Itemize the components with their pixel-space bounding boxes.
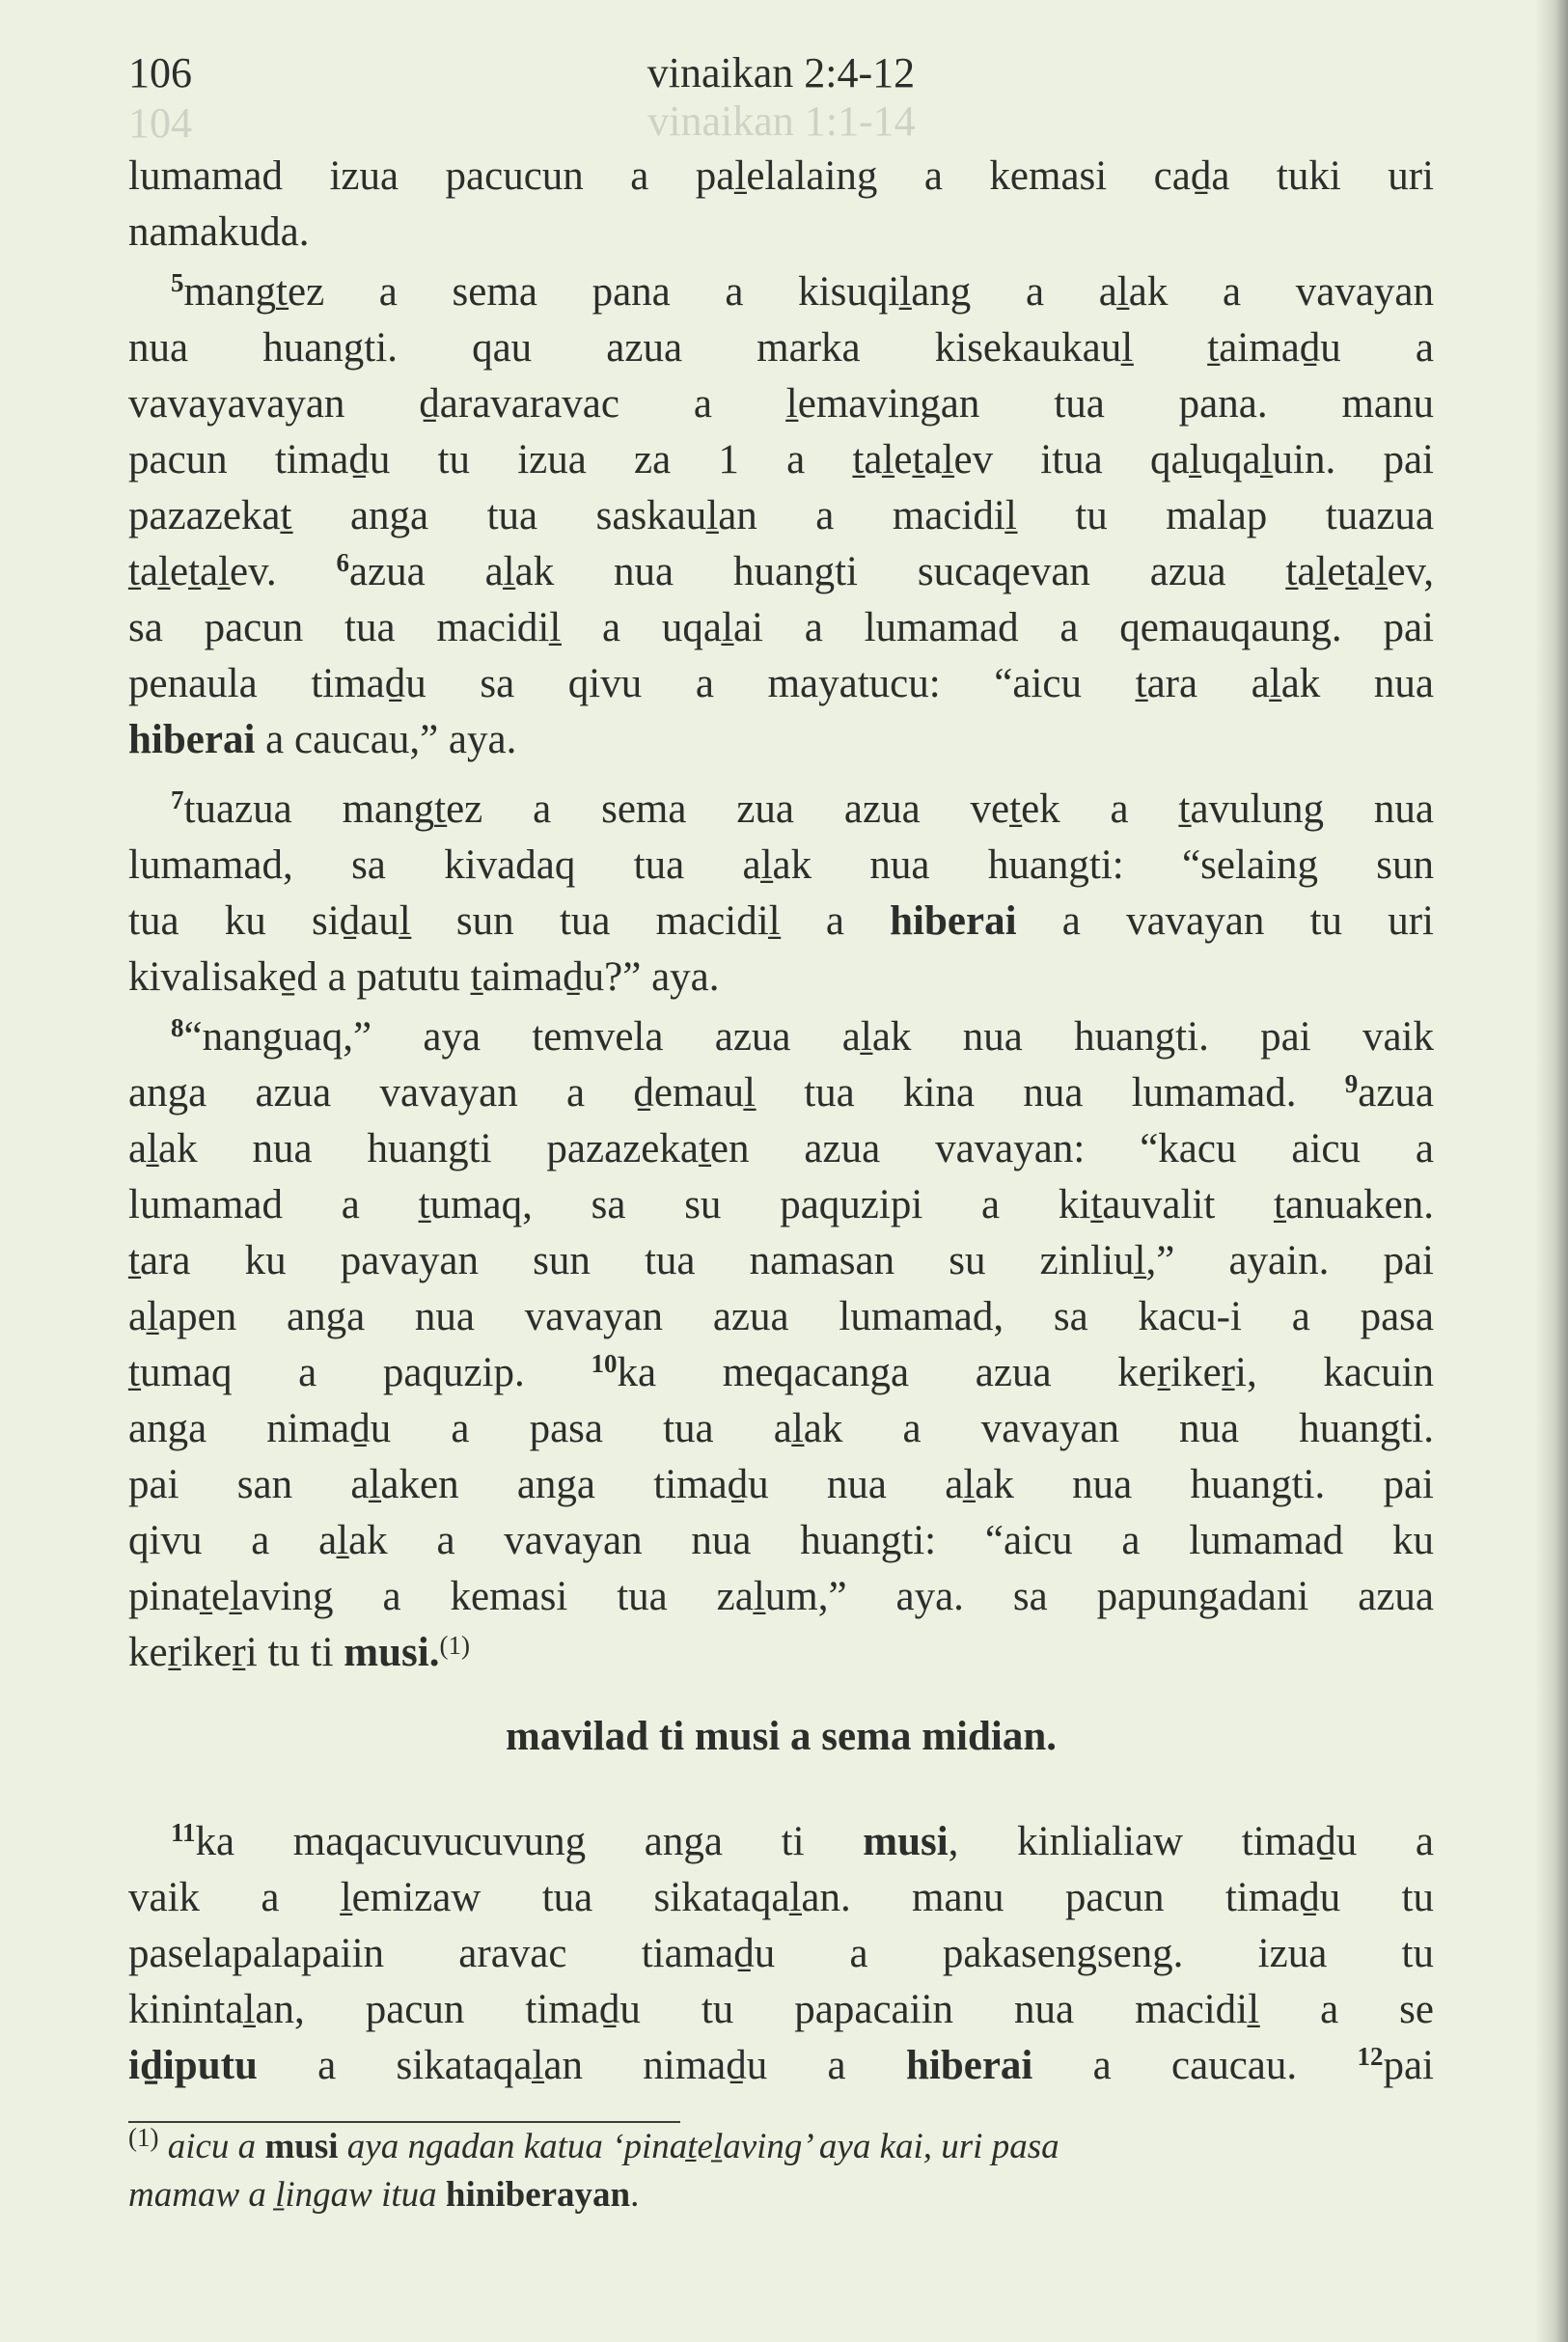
paragraph <box>128 782 1434 1006</box>
text-segment: sa pacun tua macidiḻ a uqaḻai a lumamad a qemauqaung. pai <box>128 605 1434 650</box>
text-segment: hiberai <box>890 898 1017 944</box>
text-line <box>128 488 1434 544</box>
page-edge-shadow <box>1535 0 1568 2342</box>
text-line <box>128 1177 1434 1233</box>
text-segment: musi. <box>344 1630 440 1675</box>
page-number: 106 <box>128 49 192 96</box>
text-segment: musi <box>264 2127 339 2166</box>
text-segment: lumamad izua pacucun a paḻelalaing a kemasi caḏa tuki uri <box>128 153 1434 199</box>
verse-number: 10 <box>591 1349 618 1378</box>
text-line <box>128 1457 1434 1513</box>
text-line <box>128 2123 1434 2171</box>
text-segment: namakuda. <box>128 209 310 255</box>
text-segment: penaula timaḏu sa qivu a mayatucu: “aicu ṯara aḻak nua <box>128 661 1434 706</box>
text-segment: pinaṯeḻaving a kemasi tua zaḻum,” aya. sa papungadani azua <box>128 1574 1434 1619</box>
text-segment: tuazua mangṯez a sema zua azua veṯek a ṯavulung nua <box>183 786 1434 832</box>
text-line <box>128 432 1434 488</box>
text-line <box>128 1513 1434 1569</box>
verse-number: 7 <box>171 785 184 814</box>
text-line <box>128 1065 1434 1121</box>
text-segment: aya ngadan katua ‘pinaṯeḻaving’ aya kai, uri pasa <box>338 2127 1059 2166</box>
text-segment: a vavayan tu uri <box>1016 898 1434 944</box>
text-line <box>128 544 1434 600</box>
text-segment: mangṯez a sema pana a kisuqiḻang a aḻak a vavayan <box>183 269 1434 315</box>
text-segment: aḻak nua huangti pazazekaṯen azua vavayan: “kacu aicu a <box>128 1126 1434 1171</box>
text-line <box>128 2171 1434 2219</box>
text-segment: hiberai <box>128 717 256 762</box>
text-segment: aḻapen anga nua vavayan azua lumamad, sa kacu-i a pasa <box>128 1294 1434 1339</box>
text-line <box>128 838 1434 894</box>
paragraph <box>128 1009 1434 1681</box>
text-segment: aicu a <box>158 2127 265 2166</box>
text-line <box>128 1009 1434 1065</box>
text-line <box>128 1625 1434 1681</box>
text-segment: pazazekaṯ anga tua saskauḻan a macidiḻ tu malap tuazua <box>128 493 1434 538</box>
text-segment: anga nimaḏu a pasa tua aḻak a vavayan nua huangti. <box>128 1406 1434 1451</box>
text-line <box>128 1345 1434 1401</box>
text-line <box>128 1814 1434 1870</box>
text-line <box>128 320 1434 376</box>
paragraph <box>128 1814 1434 2094</box>
verse-number: 6 <box>336 548 349 577</box>
text-segment: mamaw a ḻingaw itua <box>128 2175 446 2215</box>
text-segment: vaik a ḻemizaw tua sikataqaḻan. manu pacun timaḏu tu <box>128 1875 1434 1920</box>
verse-number: 8 <box>171 1013 184 1042</box>
text-segment: kivalisake̱d a patutu ṯaimaḏu?” aya. <box>128 954 720 1000</box>
text-line <box>128 1982 1434 2038</box>
text-line <box>128 782 1434 838</box>
text-segment: azua <box>1358 1070 1434 1116</box>
text-segment: ṯumaq a paquzip. <box>128 1350 591 1395</box>
text-line <box>128 1926 1434 1982</box>
text-segment: hiberai <box>905 2043 1033 2088</box>
text-segment: lumamad a ṯumaq, sa su paquzipi a kiṯauvalit ṯanuaken. <box>128 1182 1434 1227</box>
text-line <box>128 1289 1434 1345</box>
text-segment: pacun timaḏu tu izua za 1 a ṯaḻeṯaḻev itua qaḻuqaḻuin. pai <box>128 437 1434 482</box>
text-segment: qivu a aḻak a vavayan nua huangti: “aicu a lumamad ku <box>128 1518 1434 1563</box>
paragraph <box>128 149 1434 261</box>
text-segment: vavayavayan ḏaravaravac a ḻemavingan tua pana. manu <box>128 381 1434 427</box>
text-segment: keṟikeṟi tu ti <box>128 1630 344 1675</box>
verse-number: 11 <box>171 1818 196 1847</box>
text-segment: azua aḻak nua huangti sucaqevan azua ṯaḻeṯaḻev, <box>348 549 1434 594</box>
text-line <box>128 1401 1434 1457</box>
page-header <box>128 48 1434 102</box>
text-segment: pai <box>1383 2043 1434 2088</box>
show-through-running-head: vinaikan 1:1-14 <box>647 97 916 145</box>
text-line <box>128 1233 1434 1289</box>
text-segment: iḏiputu <box>128 2043 258 2088</box>
text-segment: ṯaḻeṯaḻev. <box>128 549 337 594</box>
text-segment: lumamad, sa kivadaq tua aḻak nua huangti: “selaing sun <box>128 842 1434 888</box>
text-segment: hiniberayan <box>445 2175 631 2215</box>
text-segment: a caucau,” aya. <box>255 717 517 762</box>
text-segment: musi <box>863 1819 949 1864</box>
text-segment: tua ku siḏauḻ sun tua macidiḻ a <box>128 898 891 944</box>
text-segment: a sikataqaḻan nimaḏu a <box>257 2043 906 2088</box>
text-segment: nua huangti. qau azua marka kisekaukauḻ ṯaimaḏu a <box>128 325 1434 371</box>
text-segment: “nanguaq,” aya temvela azua aḻak nua huangti. pai vaik <box>183 1014 1434 1060</box>
text-segment: anga azua vavayan a ḏemauḻ tua kina nua lumamad. <box>128 1070 1345 1116</box>
text-line <box>128 2038 1434 2094</box>
text-line <box>128 894 1434 950</box>
verse-number: 5 <box>171 268 184 297</box>
text-segment: a caucau. <box>1032 2043 1358 2088</box>
show-through-page-number: 104 <box>128 99 192 147</box>
text-segment: . <box>630 2175 640 2215</box>
verse-number: 12 <box>1357 2042 1384 2071</box>
text-segment: , kinlialiaw timaḏu a <box>948 1819 1434 1864</box>
running-head: vinaikan 2:4-12 <box>646 49 916 96</box>
text-line <box>128 1121 1434 1177</box>
text-segment: ka maqacuvucuvung anga ti <box>195 1819 864 1864</box>
text-line <box>128 376 1434 432</box>
footnote-marker: (1) <box>128 2123 159 2152</box>
text-line <box>128 1569 1434 1625</box>
text-segment: ka meqacanga azua keṟikeṟi, kacuin <box>617 1350 1434 1395</box>
text-segment: pai san aḻaken anga timaḏu nua aḻak nua huangti. pai <box>128 1462 1434 1507</box>
section-heading: mavilad ti musi a sema midian. <box>506 1714 1057 1759</box>
paragraph <box>128 264 1434 768</box>
text-segment: paselapalapaiin aravac tiamaḏu a pakasengseng. izua tu <box>128 1931 1434 1976</box>
text-segment: kinintaḻan, pacun timaḏu tu papacaiin nua macidiḻ a se <box>128 1987 1434 2032</box>
text-line <box>128 656 1434 712</box>
footnote <box>128 2123 1434 2219</box>
text-line <box>128 149 1434 205</box>
verse-number: 9 <box>1344 1069 1359 1098</box>
text-segment: ṯara ku pavayan sun tua namasan su zinliuḻ,” ayain. pai <box>128 1238 1434 1283</box>
footnote-marker: (1) <box>439 1631 470 1660</box>
text-line <box>128 712 1434 768</box>
text-line <box>128 600 1434 656</box>
text-line <box>128 950 1434 1006</box>
text-line <box>128 205 1434 261</box>
text-line <box>128 1870 1434 1926</box>
page-body <box>128 149 1434 2219</box>
text-line <box>128 264 1434 320</box>
